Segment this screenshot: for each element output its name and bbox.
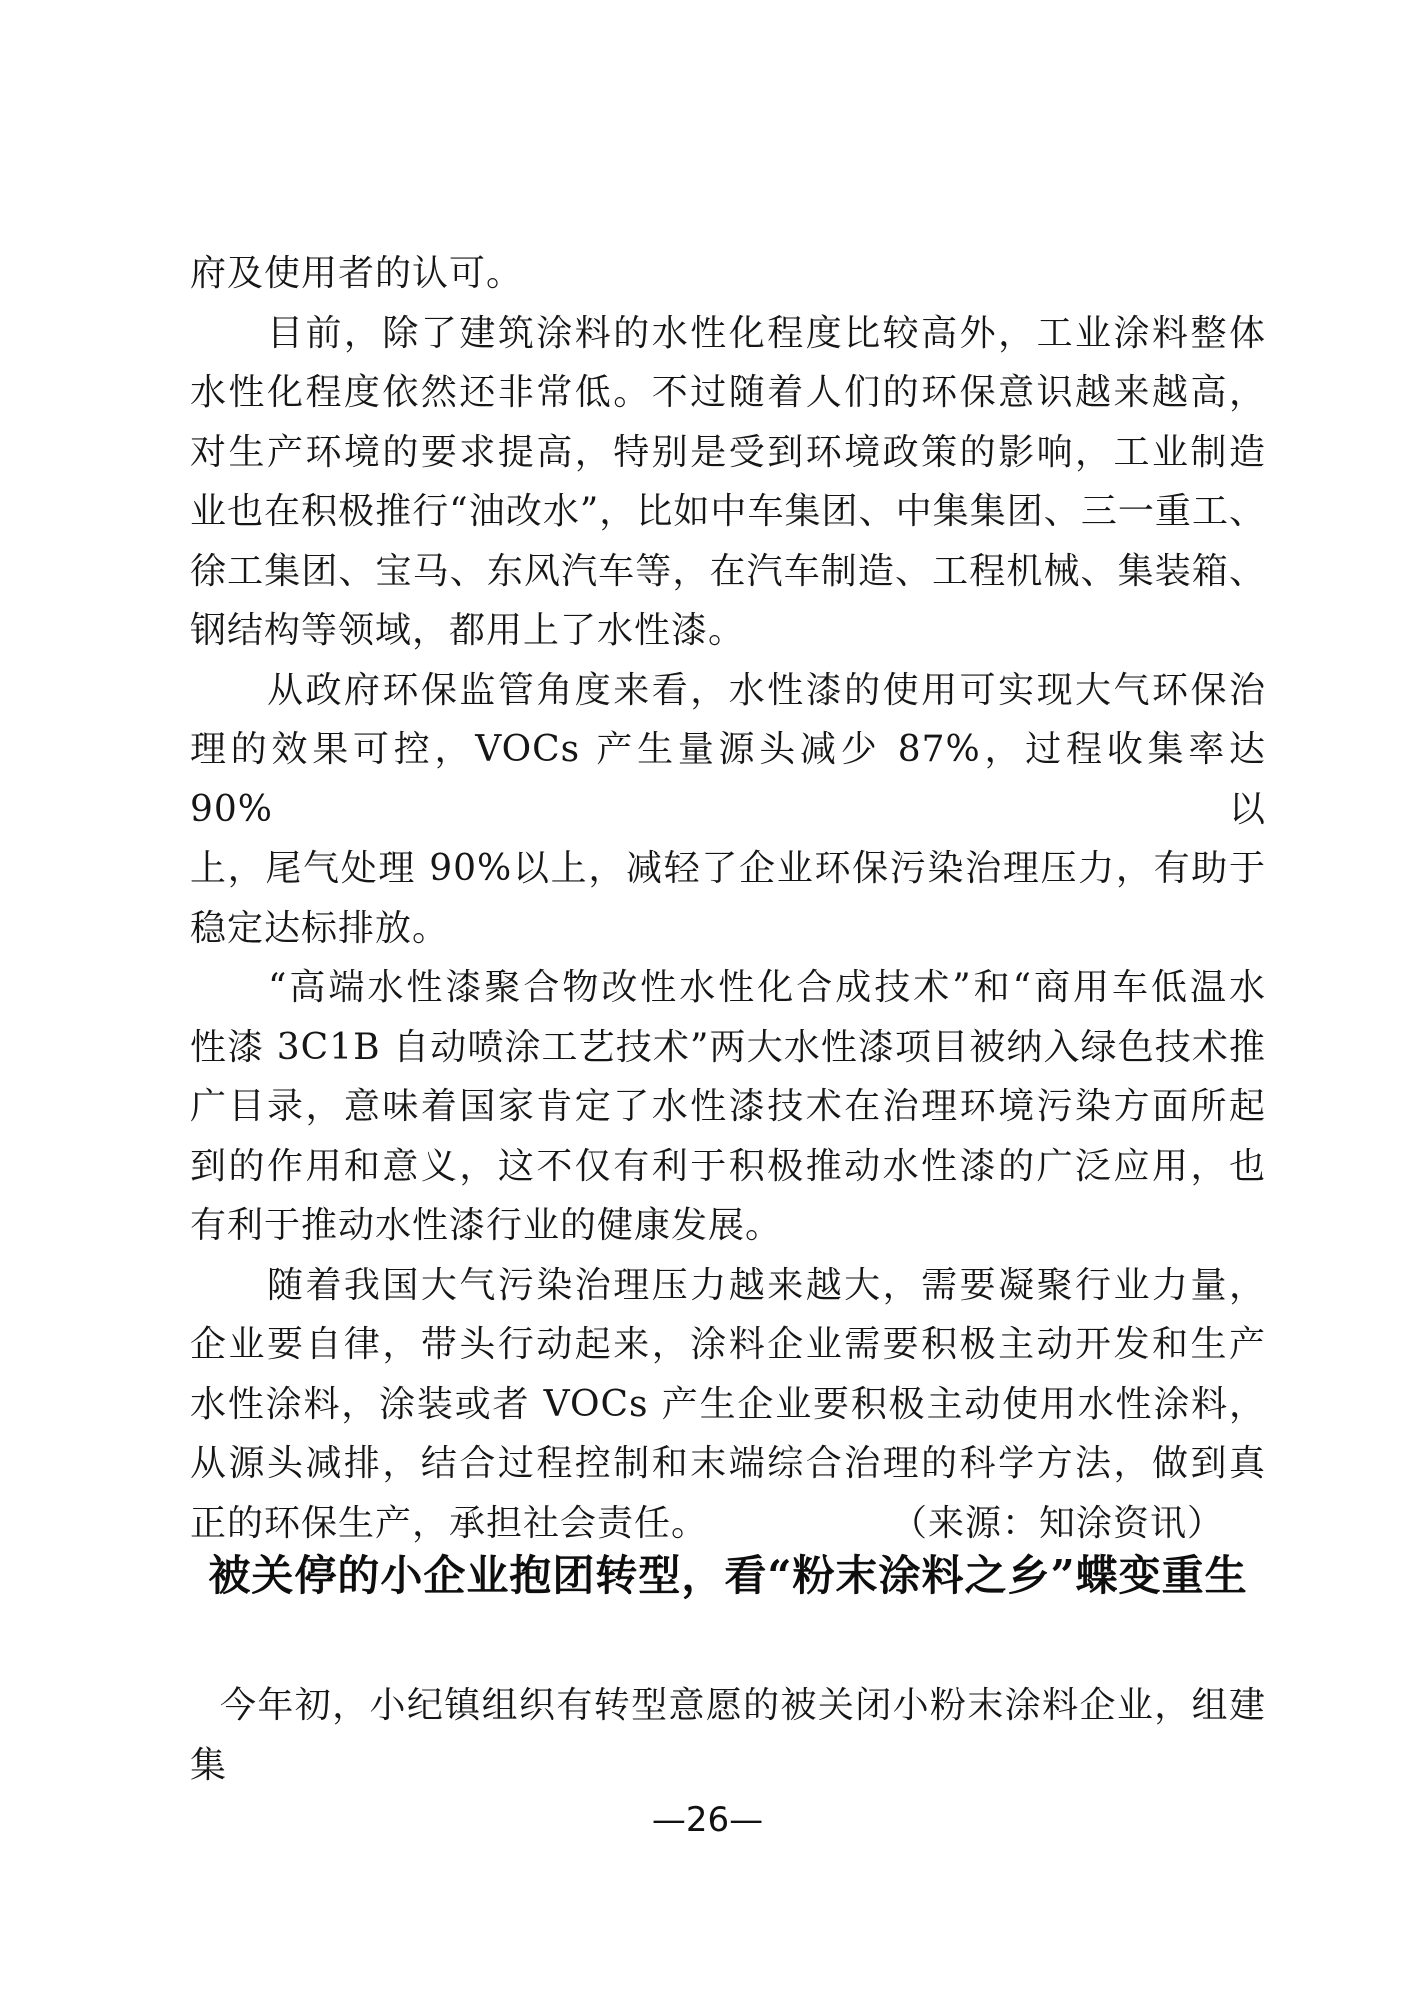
text-line: 企业要自律，带头行动起来，涂料企业需要积极主动开发和生产	[190, 1324, 1266, 1365]
text-line: 从政府环保监管角度来看，水性漆的使用可实现大气环保治	[190, 669, 1266, 711]
text-line: 性漆 3C1B 自动喷涂工艺技术”两大水性漆项目被纳入绿色技术推	[190, 1026, 1266, 1068]
text-line: 水性化程度依然还非常低。不过随着人们的环保意识越来越高，	[190, 372, 1266, 413]
text-line: 到的作用和意义，这不仅有利于积极推动水性漆的广泛应用，也	[190, 1145, 1266, 1187]
text-line: 稳定达标排放。	[190, 907, 450, 949]
body-text	[190, 244, 1266, 1553]
text-line: 上，尾气处理 90%以上，减轻了企业环保污染治理压力，有助于	[190, 848, 1266, 889]
closing-paragraph-line: 今年初，小纪镇组织有转型意愿的被关闭小粉末涂料企业，组建集	[190, 1685, 1266, 1786]
text-line: “高端水性漆聚合物改性水性化合成技术”和“商用车低温水	[190, 967, 1266, 1008]
text-line: 目前，除了建筑涂料的水性化程度比较高外，工业涂料整体	[190, 312, 1266, 354]
text-line: 随着我国大气污染治理压力越来越大，需要凝聚行业力量，	[190, 1264, 1266, 1306]
text-line: 水性涂料，涂装或者 VOCs 产生企业要积极主动使用水性涂料，	[190, 1383, 1266, 1425]
source-attribution: （来源：知涂资讯）	[890, 1502, 1224, 1544]
section-heading: 被关停的小企业抱团转型，看“粉末涂料之乡”蝶变重生	[208, 1551, 1248, 1600]
page-number: —26—	[651, 1800, 764, 1840]
text-line	[190, 1494, 1266, 1554]
text-line: 钢结构等领域，都用上了水性漆。	[190, 610, 746, 651]
text-line: 府及使用者的认可。	[190, 253, 524, 294]
text-line: 广目录，意味着国家肯定了水性漆技术在治理环境污染方面所起	[190, 1086, 1266, 1127]
text-line: 从源头减排，结合过程控制和末端综合治理的科学方法，做到真	[190, 1443, 1266, 1484]
text-line: 业也在积极推行“油改水”，比如中车集团、中集集团、三一重工、	[190, 491, 1266, 532]
paragraph-end-text: 正的环保生产，承担社会责任。	[190, 1502, 709, 1544]
text-line: 理的效果可控，VOCs 产生量源头减少 87%，过程收集率达 90%以	[190, 729, 1266, 830]
text-line: 徐工集团、宝马、东风汽车等，在汽车制造、工程机械、集装箱、	[190, 550, 1266, 592]
text-line: 有利于推动水性漆行业的健康发展。	[190, 1205, 783, 1246]
text-line: 对生产环境的要求提高，特别是受到环境政策的影响，工业制造	[190, 431, 1266, 473]
